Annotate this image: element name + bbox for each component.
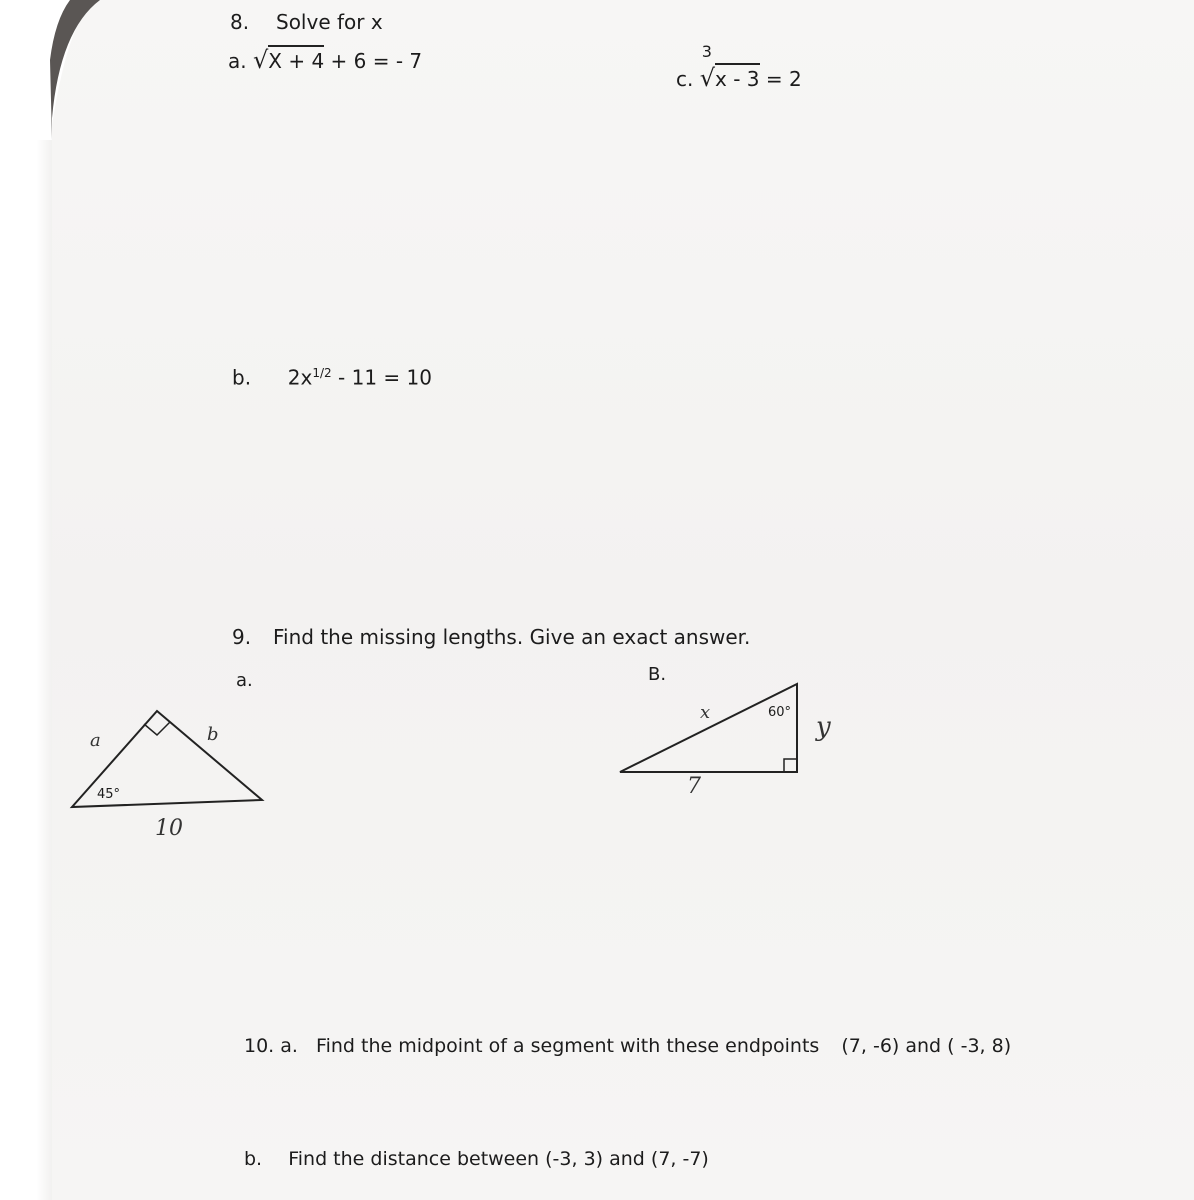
q9-number: 9. xyxy=(232,625,252,649)
q8a-radicand: X + 4 xyxy=(268,45,324,73)
page-edge-shadow xyxy=(0,0,52,1200)
q10a-label: 10. a. xyxy=(244,1035,298,1057)
triangle-a-side-a: a xyxy=(90,730,101,751)
q8-number: 8. xyxy=(230,10,250,34)
triangle-b-angle: 60° xyxy=(768,705,792,720)
triangle-b-base-label: 7 xyxy=(687,774,701,799)
triangle-a-angle: 45° xyxy=(97,787,121,802)
triangle-a-side-b: b xyxy=(207,724,219,745)
q10b-problem xyxy=(244,1150,709,1169)
q8a-label: a. xyxy=(228,49,247,73)
triangle-a-base-label: 10 xyxy=(155,816,183,841)
q8a-rest: + 6 = - 7 xyxy=(330,49,423,73)
q9a-label: a. xyxy=(236,670,253,691)
triangle-a-figure xyxy=(60,700,280,820)
paper-corner-fold xyxy=(0,0,110,140)
q10a-text: Find the midpoint of a segment with these endpoints xyxy=(316,1035,820,1057)
triangle-b-side-y: y xyxy=(816,712,831,742)
q10a-points: (7, -6) and ( -3, 8) xyxy=(841,1035,1012,1057)
q8b-problem xyxy=(232,367,432,388)
q9-title: Find the missing lengths. Give an exact answer. xyxy=(273,625,751,649)
q10a-problem xyxy=(244,1037,1011,1056)
q8c-label: c. xyxy=(676,67,694,91)
q10b-text: Find the distance between (-3, 3) and (7, -7) xyxy=(288,1148,709,1170)
q8b-rest: - 11 = 10 xyxy=(331,365,432,390)
radical-sign-icon: √ xyxy=(699,64,716,92)
triangle-b-figure xyxy=(610,670,810,790)
q8a-problem xyxy=(228,48,422,72)
triangle-b-hyp-label: x xyxy=(700,702,711,723)
q10b-label: b. xyxy=(244,1148,263,1170)
q8c-root-index: 3 xyxy=(701,42,712,61)
q8-title: Solve for x xyxy=(276,10,383,34)
q9b-label: B. xyxy=(648,664,667,685)
radical-sign-icon: √ xyxy=(252,46,269,74)
q8c-radicand: x - 3 xyxy=(715,63,760,91)
q8c-rest: = 2 xyxy=(765,67,802,91)
q8b-exponent: 1/2 xyxy=(312,366,332,380)
q8b-base: 2x xyxy=(287,365,313,390)
q8b-label: b. xyxy=(232,365,252,390)
q8c-problem xyxy=(676,42,802,92)
